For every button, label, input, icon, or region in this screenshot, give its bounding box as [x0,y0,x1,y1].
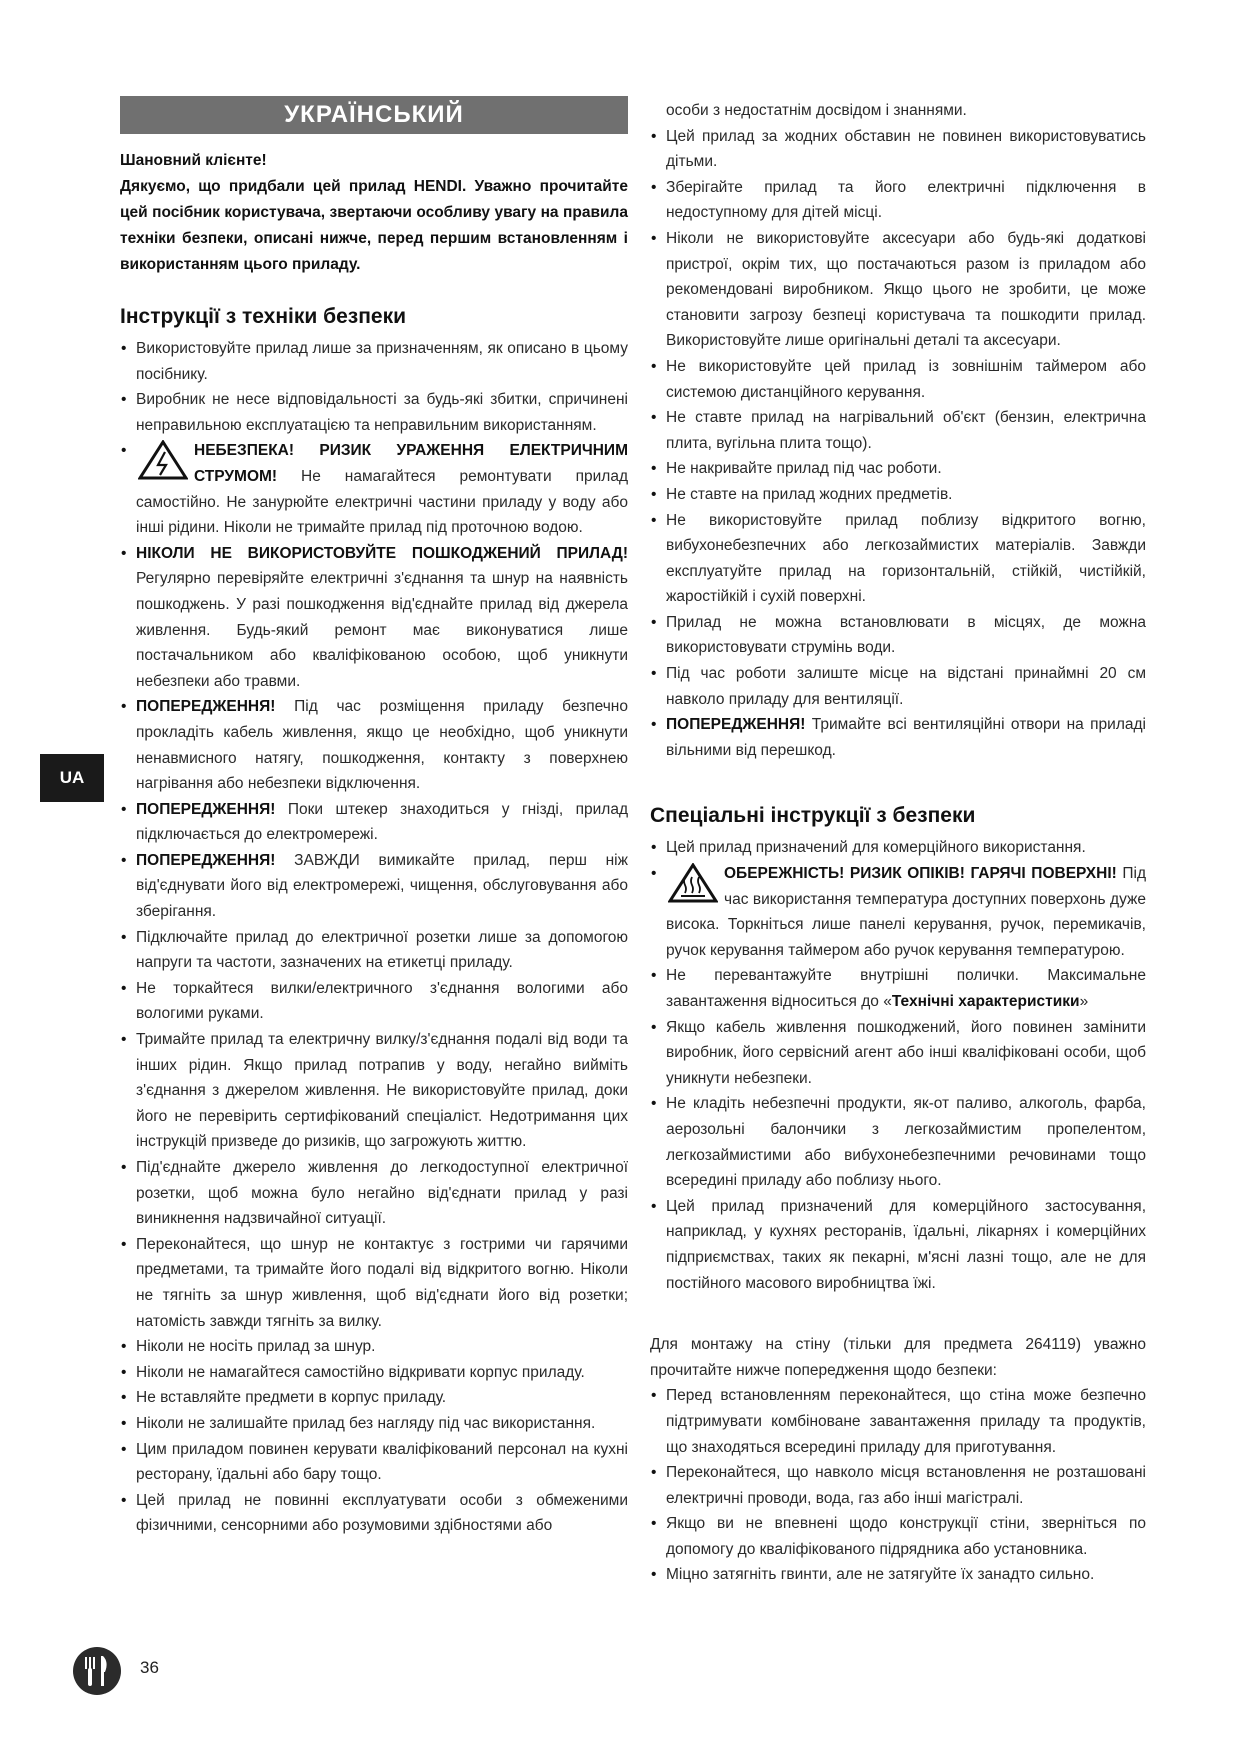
wall-mount-intro: Для монтажу на стіну (тільки для предмета 264119) уважно прочитайте нижче попередження щодо безпеки: [650,1336,1146,1379]
list-item: • Не накривайте прилад під час роботи. [650,456,1146,482]
quote-close: » [1079,993,1089,1010]
page-number: 36 [140,1658,159,1677]
damaged-text: Регулярно перевіряйте електричні з'єднання та шнур на наявність пошкоджень. У разі пошкодження від'єднайте прилад від джерела живлення. Будь-який ремонт має виконуватися лише постачальником або кваліфікованою особою, щоб уникнути небезпеки або травми. [136,570,628,690]
list-item: • Міцно затягніть гвинти, але не затягуйте їх занадто сильно. [650,1562,1146,1588]
special-list [650,835,1146,1296]
list-item: • Не вставляйте предмети в корпус приладу. [120,1385,628,1411]
list-item: • Не ставте на прилад жодних предметів. [650,482,1146,508]
list-item [120,541,628,695]
tech-specs-reference: Технічні характеристики [891,993,1080,1010]
list-item-caution [650,861,1146,963]
warning-text: Під час розміщення приладу безпечно прокладіть кабель живлення, якщо це необхідно, щоб уникнути ненавмисного натягу, пошкодження, контакту з поверхнею нагрівання або небезпеки відключення. [136,698,628,793]
list-item: • Використовуйте прилад лише за призначенням, як описано в цьому посібнику. [120,336,628,387]
list-item: • Цей прилад за жодних обставин не повинен використовуватись дітьми. [650,124,1146,175]
list-item-danger [120,438,628,540]
list-item: • Цей прилад призначений для комерційного використання. [650,835,1146,861]
caution-title: ОБЕРЕЖНІСТЬ! РИЗИК ОПІКІВ! ГАРЯЧІ ПОВЕРХНІ! [724,865,1117,883]
list-item: • Ніколи не носіть прилад за шнур. [120,1334,628,1360]
warning-label: ПОПЕРЕДЖЕННЯ! [136,800,276,818]
list-item: • Тримайте прилад та електричну вилку/з'єднання подалі від води та інших рідин. Якщо прилад потрапив у воду, негайно вийміть з'єднання з джерелом живлення. Не використовуйте прилад, доки його не перевірить сертифікований спеціаліст. Недотримання цих інструкцій призведе до ризиків, що загрожують життю. [120,1027,628,1155]
danger-title: НЕБЕЗПЕКА! РИЗИК УРАЖЕННЯ ЕЛЕКТРИЧНИМ СТРУМОМ! [194,442,628,485]
warning-label: ПОПЕРЕДЖЕННЯ! [666,716,806,734]
list-item: • Перед встановленням переконайтеся, що стіна може безпечно підтримувати комбіноване завантаження приладу та продуктів, що знаходяться всередині приладу для приготування. [650,1383,1146,1460]
list-item [120,694,628,796]
list-item: • Не кладіть небезпечні продукти, як-от паливо, алкоголь, фарба, аерозольні балончики з легкозаймистим пропелентом, легкозаймистими або вибухонебезпечними речовинами тощо всередині приладу або поблизу нього. [650,1091,1146,1193]
list-item [650,712,1146,763]
language-banner: УКРАЇНСЬКИЙ [120,96,628,134]
list-item [650,963,1146,1014]
continued-text: особи з недостатнім досвідом і знаннями. [666,102,967,119]
list-item: • Цей прилад призначений для комерційного застосування, наприклад, у кухнях ресторанів, їдальні, лікарнях і комерційних підприємствах, таких як пекарні, м'ясні лазні тощо, але не для постійного масового виробництва їжі. [650,1194,1146,1296]
safety-list-continued [650,124,1146,764]
damaged-title: НІКОЛИ НЕ ВИКОРИСТОВУЙТЕ ПОШКОДЖЕНИЙ ПРИЛАД! [136,544,628,562]
list-item: • Не ставте прилад на нагрівальний об'єкт (бензин, електрична плита, вугільна плита тощо). [650,405,1146,456]
hot-surface-warning-icon [668,863,718,903]
list-item: • Якщо ви не впевнені щодо конструкції стіни, зверніться по допомогу до кваліфікованого підрядника або установника. [650,1511,1146,1562]
intro-block [120,148,628,278]
wall-mount-list [650,1383,1146,1588]
greeting: Шановний клієнте! [120,152,267,169]
language-tab-ua: UA [40,754,104,802]
list-item [120,848,628,925]
special-heading: Спеціальні інструкції з безпеки [650,804,976,828]
list-item: • Виробник не несе відповідальності за будь-які збитки, спричинені неправильною експлуатацією та неправильним використанням. [120,387,628,438]
cutlery-logo-icon [72,1646,122,1696]
list-item: • Під'єднайте джерело живлення до легкодоступної електричної розетки, щоб можна було негайно від'єднати прилад у разі виникнення надзвичайної ситуації. [120,1155,628,1232]
left-column [120,96,628,1539]
caution-text: Під час використання температура доступних поверхонь дуже висока. Торкніться лише панелі керування, ручок, перемикачів, ручок керування таймером або ручок керування температурою. [666,865,1147,959]
list-item: • Якщо кабель живлення пошкоджений, його повинен замінити виробник, його сервісний агент або інші кваліфіковані особи, щоб уникнути небезпеки. [650,1015,1146,1092]
list-item: • Ніколи не залишайте прилад без нагляду під час використання. [120,1411,628,1437]
warning-text: Тримайте всі вентиляційні отвори на приладі вільними від перешкод. [666,716,1146,759]
list-item: • Ніколи не використовуйте аксесуари або будь-які додаткові пристрої, окрім тих, що постачаються разом із приладом або рекомендовані виробником. Якщо цього не зробити, це може становити загрозу безпеці користувача та пошкодити прилад. Використовуйте лише оригінальні деталі та аксесуари. [650,226,1146,354]
list-item: • Не торкайтеся вилки/електричного з'єднання вологими або вологими руками. [120,976,628,1027]
warning-text: ЗАВЖДИ вимикайте прилад, перш ніж від'єднувати його від електромережі, чищення, обслуговування або зберігання. [136,851,628,921]
list-item: • Зберігайте прилад та його електричні підключення в недоступному для дітей місці. [650,175,1146,226]
danger-text: Не намагайтеся ремонтувати прилад самостійно. Не занурюйте електричні частини приладу у воду або інші рідини. Ніколи не тримайте прилад під проточною водою. [136,467,628,537]
warning-label: ПОПЕРЕДЖЕННЯ! [136,851,276,869]
list-item: • Не використовуйте цей прилад із зовнішнім таймером або системою дистанційного керування. [650,354,1146,405]
list-item: • Переконайтеся, що шнур не контактує з гострими чи гарячими предметами, та тримайте його подалі від відкритого вогню. Ніколи не тягніть за шнур живлення, щоб від'єднати його від розетки; натомість завжди тягніть за вилку. [120,1232,628,1334]
list-item [120,797,628,848]
intro-text: Дякуємо, що придбали цей прилад HENDI. Уважно прочитайте цей посібник користувача, звертаючи особливу увагу на правила техніки безпеки, описані нижче, перед першим встановленням і використанням цього приладу. [120,178,628,273]
list-item: • Цим приладом повинен керувати кваліфікований персонал на кухні ресторану, їдальні або бару тощо. [120,1437,628,1488]
list-item: • Підключайте прилад до електричної розетки лише за допомогою напруги та частоти, зазначених на етикетці приладу. [120,925,628,976]
right-column [650,98,1146,1588]
list-item: • Прилад не можна встановлювати в місцях, де можна використовувати струмінь води. [650,610,1146,661]
warning-text: Поки штекер знаходиться у гнізді, прилад підключається до електромережі. [136,800,628,844]
safety-list [120,336,628,1539]
list-item: • Цей прилад не повинні експлуатувати особи з обмеженими фізичними, сенсорними або розумовими здібностями або [120,1488,628,1539]
warning-label: ПОПЕРЕДЖЕННЯ! [136,698,276,716]
list-item: • Під час роботи залиште місце на відстані принаймні 20 см навколо приладу для вентиляції. [650,661,1146,712]
overload-text: Не перевантажуйте внутрішні полички. Максимальне завантаження відноситься до « [666,967,1146,1010]
list-item: • Переконайтеся, що навколо місця встановлення не розташовані електричні проводи, вода, газ або інші магістралі. [650,1460,1146,1511]
list-item: • Не використовуйте прилад поблизу відкритого вогню, вибухонебезпечних або легкозаймистих матеріалів. Завжди експлуатуйте прилад на горизонтальній, стійкій, чистійкій, жаростійкій і сухій поверхні. [650,508,1146,610]
list-item: • Ніколи не намагайтеся самостійно відкривати корпус приладу. [120,1360,628,1386]
safety-heading: Інструкції з техніки безпеки [120,305,406,328]
electric-shock-warning-icon [138,440,188,480]
